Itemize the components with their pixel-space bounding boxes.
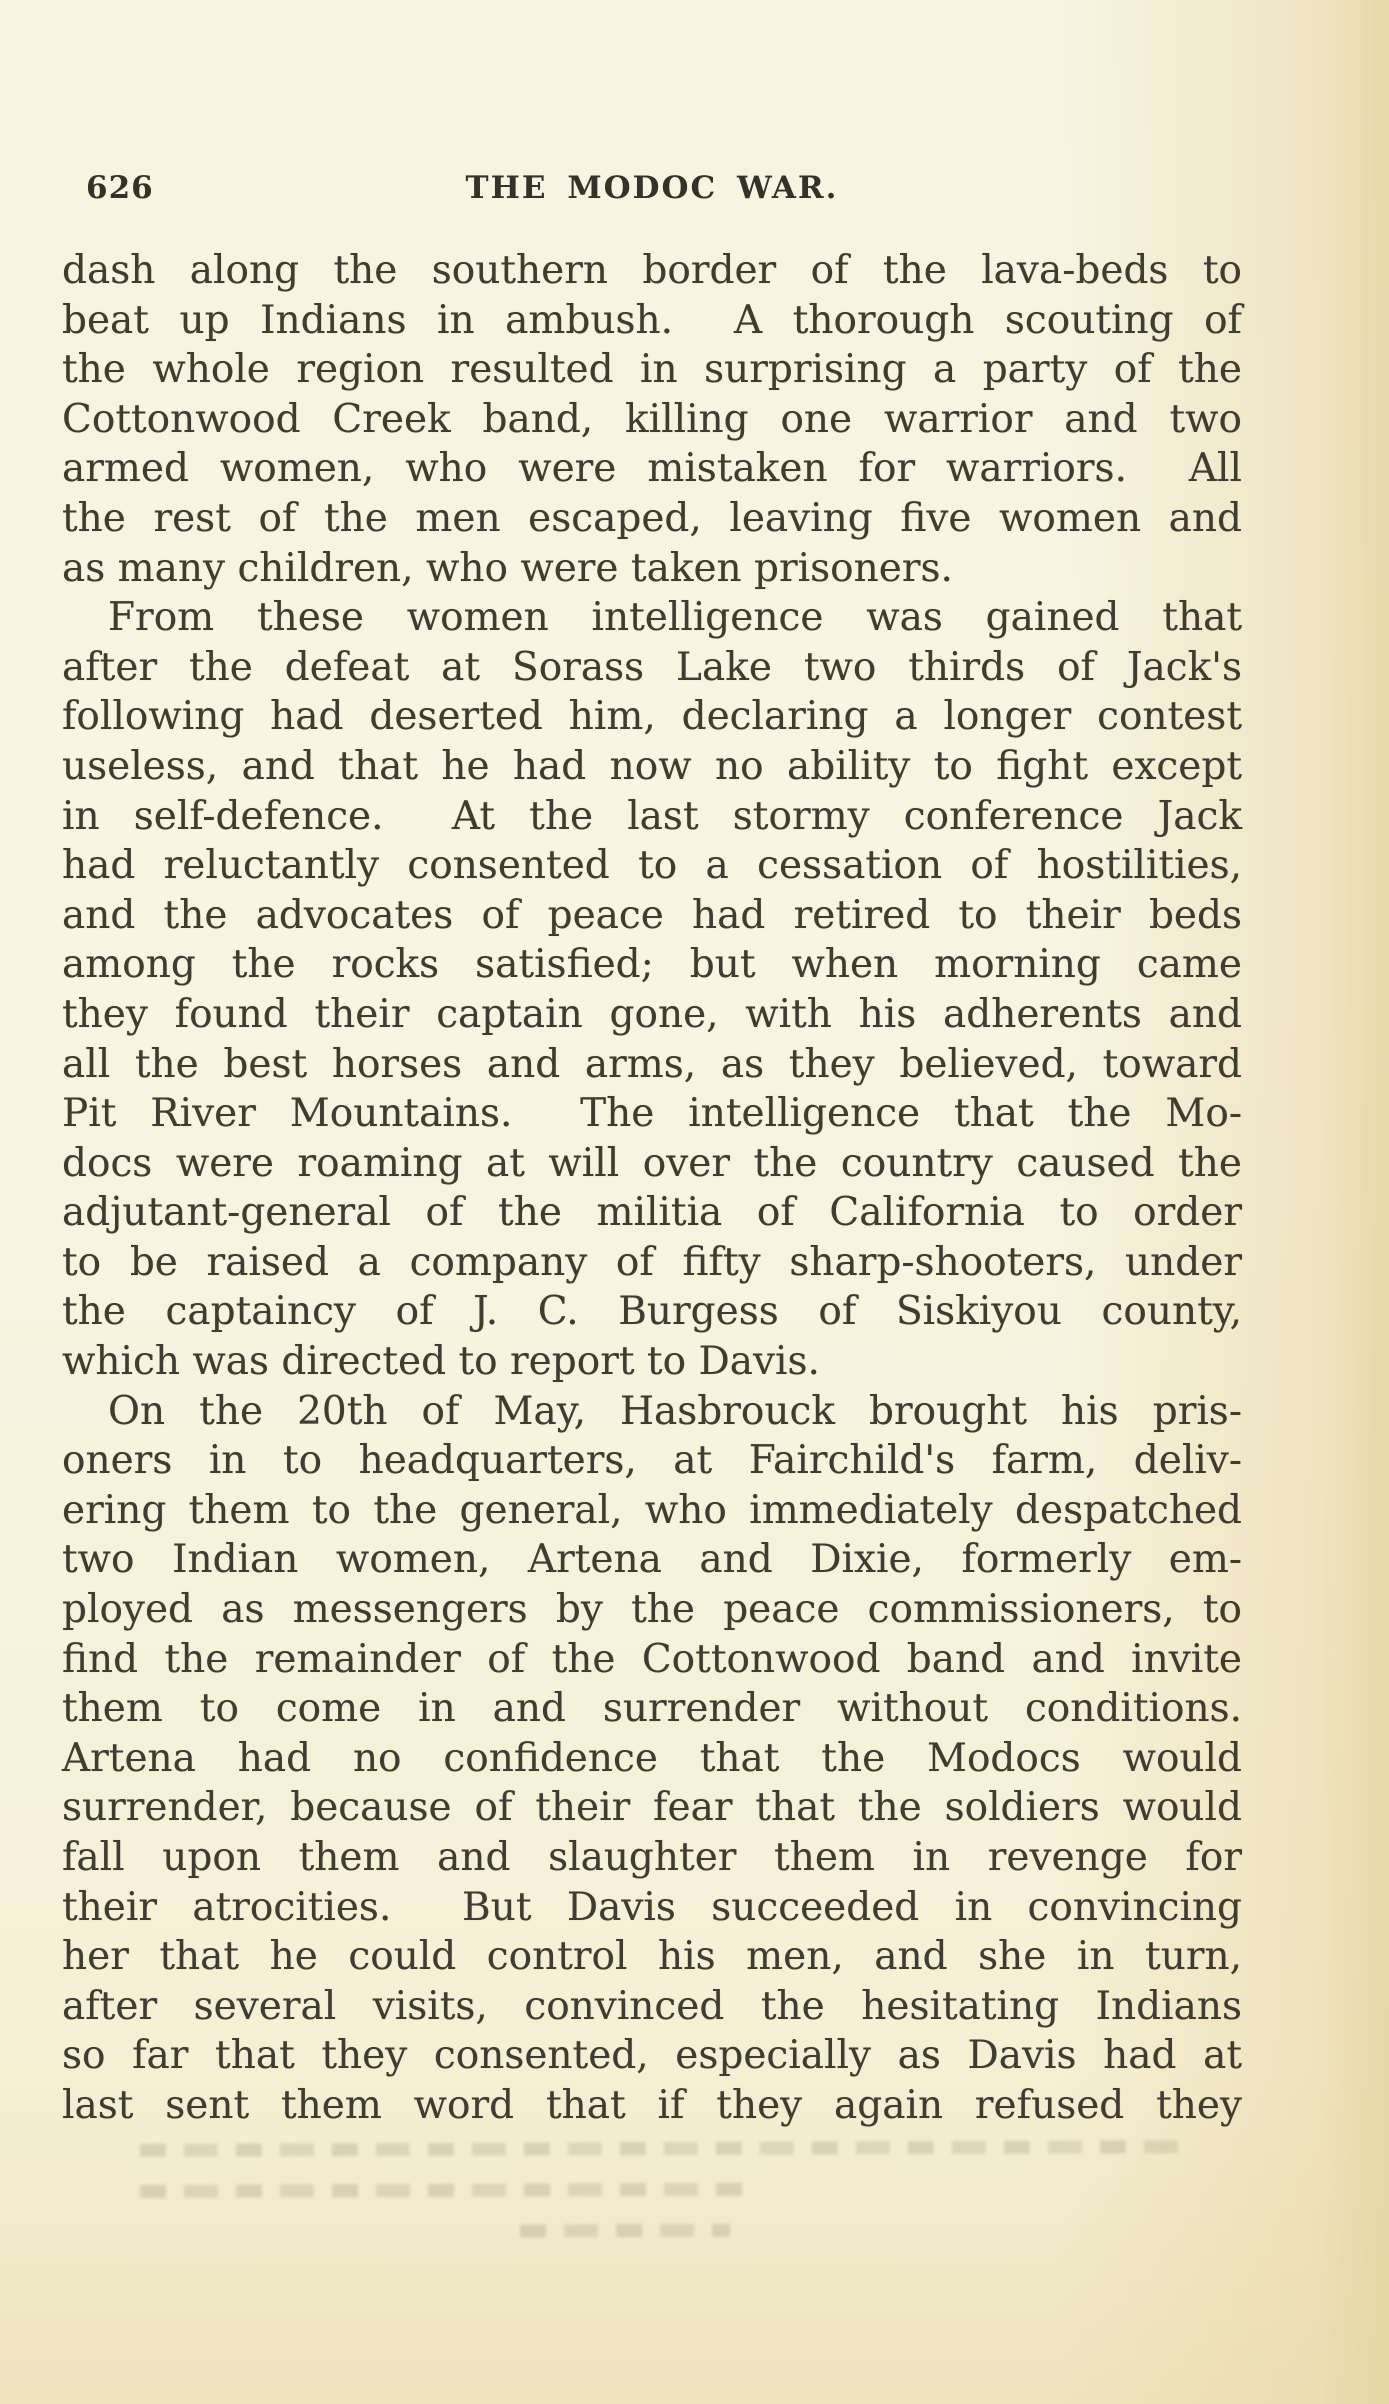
show-through-ghost-text [140,2140,1210,2267]
text-line: oners in to headquarters, at Fairchild's farm, deliv- [62,1438,1242,1484]
text-line: all the best horses and arms, as they believed, toward [62,1041,1242,1087]
text-line: armed women, who were mistaken for warriors. All [62,446,1242,492]
ghost-text-line [520,2224,730,2238]
text-line: they found their captain gone, with his adherents and [62,991,1242,1037]
text-line: beat up Indians in ambush. A thorough scouting of [62,297,1242,343]
text-line: On the 20th of May, Hasbrouck brought his pris- [108,1388,1242,1434]
text-line: From these women intelligence was gained that [108,595,1242,641]
text-line: following had deserted him, declaring a longer contest [62,694,1242,740]
text-line: to be raised a company of fifty sharp-shooters, under [62,1239,1242,1285]
running-title: THE MODOC WAR. [465,170,839,206]
text-line: useless, and that he had now no ability to fight except [62,743,1242,789]
paragraph [62,593,1242,1387]
text-line: after the defeat at Sorass Lake two thirds of Jack's [62,644,1242,690]
text-line: surrender, because of their fear that the soldiers would [62,1785,1242,1831]
text-line: the captaincy of J. C. Burgess of Siskiyou county, [62,1289,1242,1335]
text-line: them to come in and surrender without conditions. [62,1686,1242,1732]
text-line: as many children, who were taken prisoners. [62,545,953,591]
text-line: among the rocks satisfied; but when morning came [62,942,1242,988]
text-line: their atrocities. But Davis succeeded in convincing [62,1884,1242,1930]
text-line: after several visits, convinced the hesitating Indians [62,1983,1242,2029]
text-line: the whole region resulted in surprising a party of the [62,347,1242,393]
text-line: fall upon them and slaughter them in revenge for [62,1835,1242,1880]
text-line: in self-defence. At the last stormy conference Jack [62,793,1242,839]
text-line: adjutant-general of the militia of California to order [62,1190,1242,1236]
ghost-text-line [140,2183,760,2198]
text-line: ployed as messengers by the peace commissioners, to [62,1587,1242,1633]
paragraph [62,246,1242,593]
text-line: her that he could control his men, and she in turn, [62,1934,1242,1980]
text-line: the rest of the men escaped, leaving five women and [62,495,1242,541]
text-line: find the remainder of the Cottonwood band and invite [62,1636,1242,1682]
text-line: ering them to the general, who immediately despatched [62,1487,1242,1533]
ghost-text-line [140,2140,1180,2157]
text-line: two Indian women, Artena and Dixie, formerly em- [62,1537,1242,1583]
page-number: 626 [86,170,154,206]
text-line: had reluctantly consented to a cessation of hostilities, [62,843,1242,889]
text-line: last sent them word that if they again refused they [62,2082,1242,2128]
text-line: Pit River Mountains. The intelligence that the Mo- [62,1091,1242,1137]
text-line: and the advocates of peace had retired to their beds [62,892,1242,938]
page-text [62,246,1242,2131]
text-line: dash along the southern border of the lava-beds to [62,248,1242,293]
text-line: docs were roaming at will over the country caused the [62,1140,1242,1186]
text-line: which was directed to report to Davis. [62,1339,820,1385]
text-line: so far that they consented, especially as Davis had at [62,2033,1242,2079]
running-head [62,170,1242,214]
text-line: Artena had no confidence that the Modocs would [62,1735,1242,1781]
text-line: Cottonwood Creek band, killing one warrior and two [62,396,1242,442]
paragraph [62,1387,1242,2131]
